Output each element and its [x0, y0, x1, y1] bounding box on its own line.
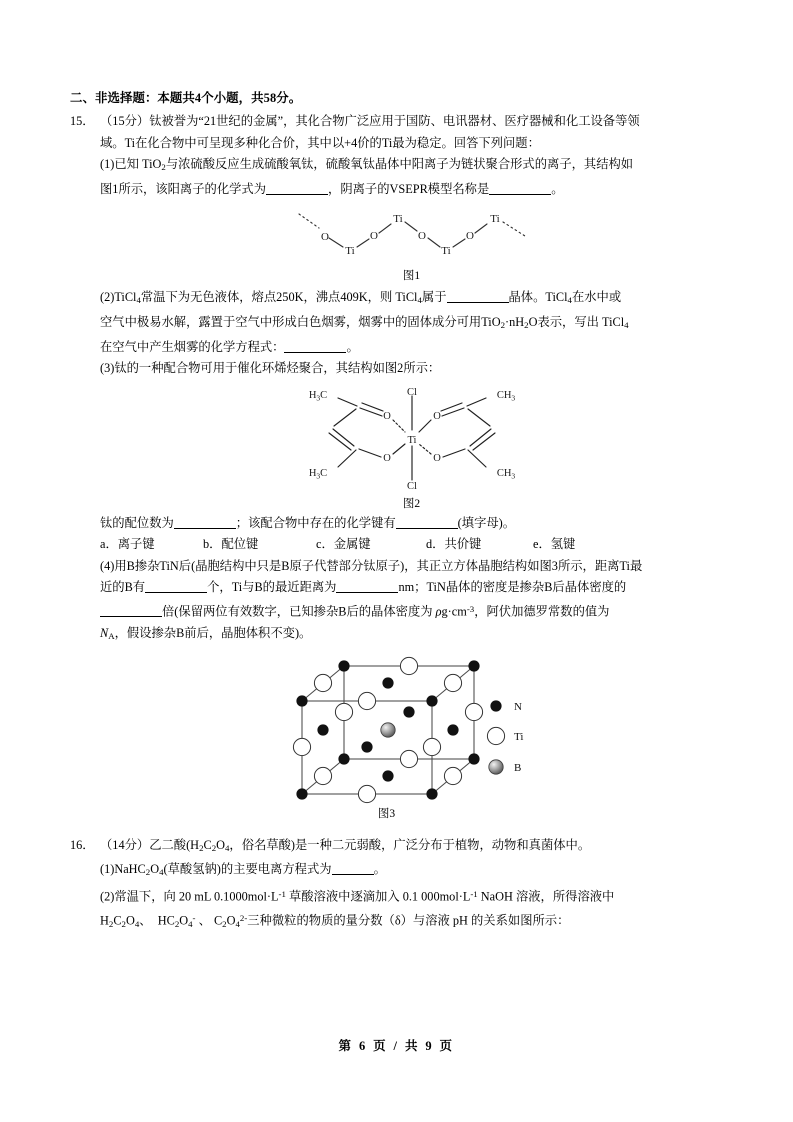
q16-p2-b: 草酸溶液中逐滴加入 0.1 000mol·L	[285, 889, 471, 904]
fig1-atom-o-4: O	[465, 230, 474, 243]
legend-icon-n	[490, 700, 501, 711]
q16-p1-d: 。	[373, 862, 386, 877]
q16-f2-s1: 2	[174, 919, 180, 930]
q15-p2l3-a: 在空气中产生烟雾的化学方程式：	[100, 339, 285, 354]
q15-p2l2-sub2: 2	[524, 320, 529, 331]
q15-p2-blank-1[interactable]	[447, 289, 509, 303]
q16-p2-sup2: -1	[470, 888, 478, 899]
q16-stem-b: C	[203, 837, 212, 852]
legend-label-b: B	[513, 761, 521, 774]
q15-p4-a: 近的B有	[100, 580, 146, 595]
q16-f1-s2: 2	[121, 919, 126, 930]
q16-stem-s1: 2	[199, 842, 204, 853]
q15-p1-blank-2[interactable]	[489, 181, 551, 195]
q15-option-d[interactable]: d．共价键	[426, 537, 482, 552]
q16-f3-s2: 4	[235, 919, 240, 930]
fig2-atom-o-tl: O	[382, 410, 391, 422]
q15-p3-blank-1[interactable]	[174, 515, 236, 529]
q15-p4l4-b: ，假设掺杂B前后，晶胞体积不变)。	[114, 625, 312, 640]
question-16	[70, 835, 723, 936]
q15-p4-na: N	[100, 625, 109, 640]
page-footer: 第 6 页 / 共 9 页	[338, 1039, 455, 1053]
q15-p3-c: (填字母)。	[457, 515, 516, 530]
q16-tail: 三种微粒的物质的量分数（δ）与溶液 pH 的关系如图所示：	[247, 913, 570, 928]
fig3-middle-layer	[314, 674, 461, 784]
fig1-atom-o-2: O	[369, 230, 378, 243]
fig2-methyl-h-br: $CH_3$	[496, 467, 515, 481]
q15-p2-blank-2[interactable]	[284, 339, 346, 353]
q15-p2-c: 属于	[421, 290, 447, 305]
question-15-number: 15．	[70, 114, 95, 128]
q15-part4-line2	[100, 577, 723, 599]
question-15	[70, 111, 723, 821]
figure-1-chain-structure	[287, 206, 537, 268]
q15-p2l2-b: ·nH	[505, 314, 525, 329]
q16-p1-c: (草酸氢钠)的主要电离方程式为	[163, 862, 332, 877]
question-16-body	[100, 835, 723, 936]
fig1-atom-ti-1: Ti	[344, 245, 355, 258]
q16-p1-b: O	[150, 862, 160, 877]
q15-part4-line1: (4)用B掺杂TiN后(晶胞结构中只是B原子代替部分钛原子)，其正立方体晶胞结构如图3所示，距离Ti最	[100, 558, 643, 573]
q16-f1-a: H	[100, 913, 109, 928]
q16-p2-c: NaOH 溶液，所得溶液中	[477, 889, 615, 904]
fig1-atom-o-3: O	[417, 230, 426, 243]
q15-p4-blank-1[interactable]	[145, 579, 207, 593]
q16-f1-s3: 4	[134, 919, 140, 930]
q15-option-a[interactable]: a．离子键	[100, 537, 155, 552]
q15-part3-question	[100, 513, 723, 535]
figure-1-wrapper	[100, 206, 723, 283]
fig2-atom-ti-center: Ti	[407, 434, 416, 446]
fig1-atom-o-1: O	[320, 231, 329, 244]
q15-p2l3-b: 。	[346, 339, 359, 354]
figure-2-wrapper	[100, 384, 723, 511]
q15-p2-d: 晶体。TiCl	[508, 290, 568, 305]
q16-p1-s1: 2	[145, 867, 151, 878]
fig2-atom-o-tr: O	[432, 410, 441, 422]
q16-p1-s2: 4	[159, 867, 164, 878]
q15-p1-text-b: 与浓硫酸反应生成硫酸氧钛，硫酸氧钛晶体中阳离子为链状聚合形式的离子，其结构如	[165, 157, 634, 171]
q15-stem-line2: 域。Ti在化合物中可呈现多种化合价，其中以+4价的Ti最为稳定。回答下列问题：	[100, 135, 540, 150]
q15-p4-unit: g·cm	[441, 604, 467, 619]
section-heading: 二、非选择题：本题共4个小题，共58分。	[70, 91, 302, 105]
q15-option-e[interactable]: e．氢键	[533, 537, 576, 552]
q16-f3-a: C	[213, 913, 223, 928]
page-content	[70, 88, 723, 936]
q16-f3-sup: 2-	[239, 913, 248, 924]
fig2-atom-o-br: O	[432, 452, 441, 464]
q15-part3-intro: (3)钛的一种配合物可用于催化环烯烃聚合，其结构如图2所示：	[100, 361, 441, 376]
q16-part1	[100, 859, 723, 884]
q15-p2l2-sub1: 2	[500, 320, 506, 331]
q15-option-b[interactable]: b．配位键	[203, 537, 259, 552]
q15-p4-blank-2[interactable]	[336, 579, 398, 593]
question-16-number: 16．	[70, 837, 95, 852]
figure-2-caption: 图2	[402, 497, 421, 510]
q15-p2l2-sub3: 4	[624, 320, 629, 331]
q16-stem-d: ，俗名草酸)是一种二元弱酸，广泛分布于植物，动物和真菌体中。	[229, 837, 591, 852]
q15-part1-line2	[100, 179, 723, 201]
q15-part4-line3	[100, 599, 723, 623]
fig3-back-layer	[335, 657, 482, 767]
legend-label-ti: Ti	[513, 730, 523, 743]
q15-p4-rho: ρ	[435, 604, 442, 619]
q16-f1-b: C	[113, 913, 122, 928]
figure-3-wrapper	[100, 656, 723, 821]
q16-f3-s1: 2	[222, 919, 227, 930]
q16-part2-line1	[100, 884, 723, 908]
q15-p4-b: 个，Ti与B的最近距离为	[207, 580, 337, 595]
q15-part2-line1	[100, 287, 723, 312]
legend-label-n: N	[513, 700, 522, 713]
fig2-atom-cl-bottom: Cl	[406, 480, 417, 492]
q15-option-c[interactable]: c．金属键	[316, 537, 371, 552]
fig2-methyl-h-bl: $H_3C$	[308, 467, 327, 481]
fig2-methyl-h-tr: $CH_3$	[496, 389, 515, 403]
q15-p1-text-e: 。	[551, 181, 564, 196]
q16-f3-b: O	[226, 913, 236, 928]
q16-f1-c: O	[125, 913, 135, 928]
q15-p1-text-d: ，阴离子的VSEPR模型名称是	[328, 181, 490, 196]
q15-p1-sub: 2	[161, 162, 166, 173]
q16-stem	[100, 835, 723, 860]
q16-stem-a: （14分）乙二酸(H	[100, 837, 200, 852]
q15-p2-a: (2)TiCl	[100, 290, 137, 305]
q15-p2l2-a: 空气中极易水解，露置于空气中形成白色烟雾，烟雾中的固体成分可用TiO	[100, 314, 501, 329]
fig2-atom-o-bl: O	[382, 452, 391, 464]
q16-sep1: 、	[139, 913, 152, 928]
q15-options-row	[100, 534, 723, 556]
q16-stem-s3: 4	[225, 842, 230, 853]
q15-part1-line1	[100, 154, 723, 179]
question-15-body	[100, 111, 723, 821]
q16-f2-a: HC	[157, 913, 175, 928]
q16-f2-b: O	[179, 913, 189, 928]
q15-p4l3-b: ，阿伏加德罗常数的值为	[474, 604, 610, 619]
q16-p2-sup1: -1	[278, 888, 286, 899]
q15-part2-line2	[100, 312, 723, 337]
q15-p4l3-a: 倍(保留两位有效数字，已知掺杂B后的晶体密度为	[162, 604, 433, 619]
q15-p3-b: ；该配合物中存在的化学键有	[235, 515, 396, 530]
q15-p3-a: 钛的配位数为	[100, 515, 174, 530]
q16-p2-a: (2)常温下，向 20 mL 0.1000mol·L	[100, 889, 279, 904]
q15-p4-na-sub: A	[108, 631, 115, 642]
q16-p1-a: (1)NaHC	[100, 862, 146, 877]
fig3-front-layer	[293, 692, 440, 802]
q16-f2-sup: -	[192, 913, 196, 924]
q15-p1-text-a: (1)已知 TiO	[100, 157, 162, 171]
q15-p2-sub3: 4	[567, 295, 572, 306]
q15-p4-c: nm；TiN晶体的密度是掺杂B后晶体密度的	[398, 580, 627, 595]
q15-p2-b: 常温下为无色液体，熔点250K，沸点409K，则 TiCl	[140, 290, 418, 305]
figure-2-ti-complex-structure	[302, 384, 522, 496]
q15-p3-blank-2[interactable]	[396, 515, 458, 529]
q16-f1-s1: 2	[108, 919, 114, 930]
figure-1-caption: 图1	[402, 270, 421, 283]
fig2-methyl-h-tl: $H_3C$	[308, 389, 327, 403]
q16-p1-blank[interactable]	[332, 861, 374, 875]
fig2-atom-cl-top: Cl	[406, 386, 417, 398]
figure-3-caption: 图3	[377, 807, 396, 820]
q15-p1-text-c: 图1所示，该阳离子的化学式为	[100, 181, 267, 196]
q15-stem-line1: （15分）钛被誉为“21世纪的金属”，其化合物广泛应用于国防、电讯器材、医疗器械和化工设备等领	[100, 114, 640, 128]
q15-part2-line3	[100, 337, 723, 359]
q15-p2l2-c: O表示，写出 TiCl	[528, 314, 625, 329]
q16-stem-s2: 2	[211, 842, 217, 853]
q15-p2-sub1: 4	[136, 295, 141, 306]
q16-stem-c: O	[216, 837, 225, 852]
q15-p1-blank-1[interactable]	[266, 181, 328, 195]
q15-p4-unit-sup: -3	[466, 603, 475, 614]
fig1-atom-ti-4: Ti	[489, 213, 500, 226]
fig3-legend	[487, 700, 523, 774]
q16-part2-line2	[100, 908, 723, 935]
fig1-atom-ti-3: Ti	[440, 245, 451, 258]
q15-p2-sub2: 4	[417, 295, 422, 306]
fig1-atom-ti-2: Ti	[392, 213, 403, 226]
figure-3-unit-cell	[282, 656, 542, 806]
q16-f2-s2: 4	[188, 919, 193, 930]
q15-p4-blank-3[interactable]	[100, 603, 162, 617]
legend-icon-b	[488, 759, 502, 773]
q15-part4-line4	[100, 623, 723, 648]
q16-sep2: 、	[198, 913, 211, 928]
legend-icon-ti	[487, 727, 504, 744]
q15-p2-e: 在水中或	[571, 290, 622, 305]
